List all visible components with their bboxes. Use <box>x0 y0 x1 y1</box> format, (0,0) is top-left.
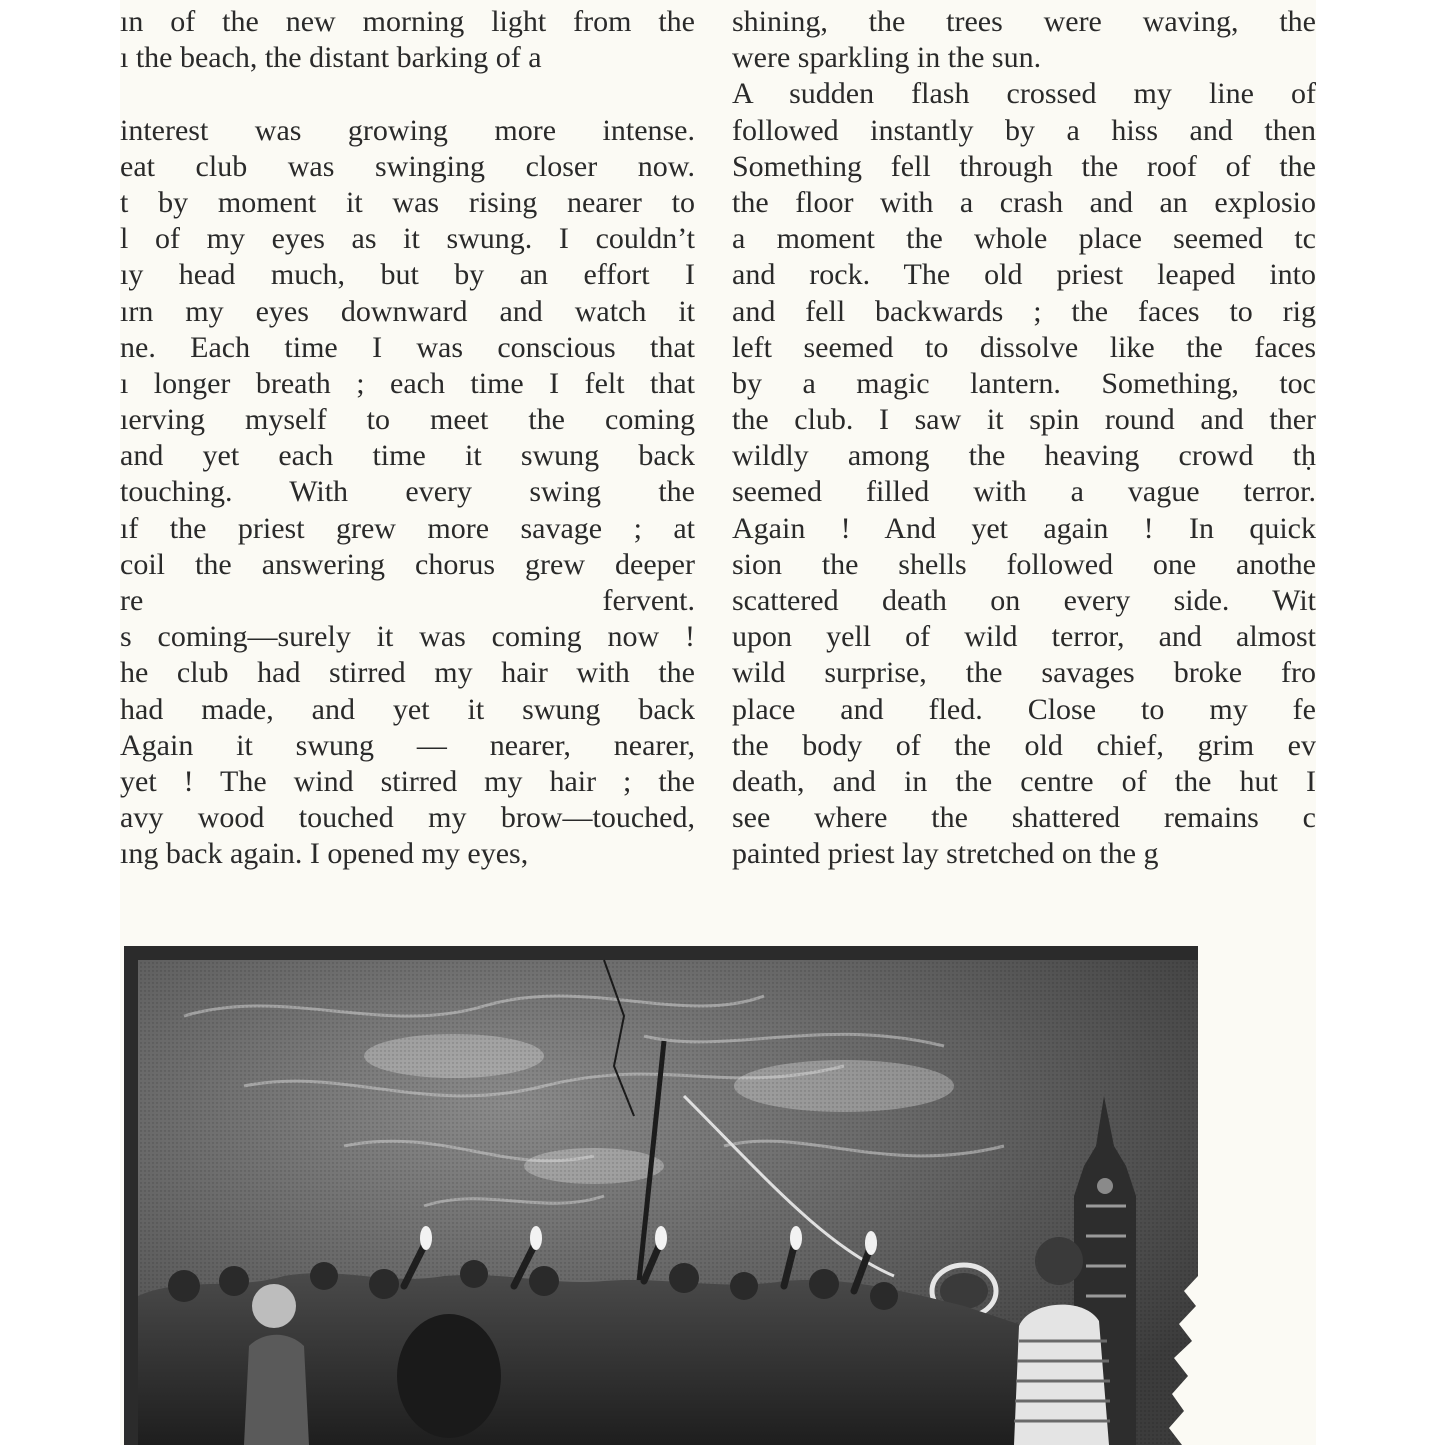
illustration-engraving <box>124 946 1209 1445</box>
left-column-line: coil the answering chorus grew deeper <box>120 547 695 581</box>
foreground-head-silhouette <box>397 1314 501 1438</box>
left-column-line: ırn my eyes downward and watch it <box>120 294 695 328</box>
left-column-line: l of my eyes as it swung. I couldn’t <box>120 222 695 256</box>
right-column-line: place and fled. Close to my fe <box>732 692 1316 726</box>
right-column-line: wildly among the heaving crowd tḥ <box>732 439 1316 473</box>
right-column-line: were sparkling in the sun. <box>732 41 1042 75</box>
left-column-line: he club had stirred my hair with the <box>120 656 695 690</box>
left-column-line <box>120 76 695 112</box>
right-column-line: A sudden flash crossed my line of <box>732 77 1316 111</box>
right-column-line: wild surprise, the savages broke fro <box>732 656 1316 690</box>
right-text-column <box>732 4 1316 873</box>
right-column-line: followed instantly by a hiss and then <box>732 113 1316 147</box>
right-column-line: the body of the old chief, grim ev <box>732 728 1316 762</box>
left-column-line: ıy head much, but by an effort I <box>120 258 695 292</box>
right-column-line: sion the shells followed one anothe <box>732 547 1316 581</box>
right-column-line: shining, the trees were waving, the <box>732 5 1316 38</box>
right-column-line: see where the shattered remains c <box>732 801 1316 835</box>
right-column-line: a moment the whole place seemed tc <box>732 222 1316 256</box>
right-column-line: death, and in the centre of the hut I <box>732 764 1316 798</box>
story-illustration <box>124 946 1209 1445</box>
left-column-line: eat club was swinging closer now. <box>120 149 695 183</box>
left-column-line: Again it swung — nearer, nearer, <box>120 728 695 762</box>
right-column-line: the floor with a crash and an explosio <box>732 185 1316 219</box>
magazine-page <box>120 0 1316 1445</box>
left-column-line: s coming—surely it was coming now ! <box>120 620 695 654</box>
right-column-line: painted priest lay stretched on the g <box>732 837 1159 871</box>
right-column-line: left seemed to dissolve like the faces <box>732 330 1316 364</box>
right-column-line: scattered death on every side. Wit <box>732 584 1316 617</box>
left-column-line: avy wood touched my brow—touched, <box>120 801 695 835</box>
left-column-line: ın of the new morning light from the <box>120 5 695 38</box>
left-column-line: t by moment it was rising nearer to <box>120 185 695 219</box>
left-column-line: ıerving myself to meet the coming <box>120 403 695 437</box>
left-column-line: ne. Each time I was conscious that <box>120 330 695 364</box>
left-column-line: re fervent. <box>120 584 695 617</box>
left-text-column <box>120 4 695 873</box>
left-column-line: interest was growing more intense. <box>120 113 695 147</box>
left-column-line: had made, and yet it swung back <box>120 692 695 726</box>
right-column-line: and rock. The old priest leaped into <box>732 258 1316 292</box>
left-column-line: and yet each time it swung back <box>120 439 695 473</box>
left-column-line: ıng back again. I opened my eyes, <box>120 837 529 871</box>
left-column-line: touching. With every swing the <box>120 475 695 509</box>
left-column-line: yet ! The wind stirred my hair ; the <box>120 764 695 798</box>
left-column-line: ıf the priest grew more savage ; at <box>120 511 695 545</box>
right-column-line: by a magic lantern. Something, toc <box>732 366 1316 400</box>
right-column-line: seemed filled with a vague terror. <box>732 475 1316 509</box>
right-column-line: Something fell through the roof of the <box>732 149 1316 183</box>
right-column-line: the club. I saw it spin round and ther <box>732 403 1316 437</box>
right-column-line: and fell backwards ; the faces to rig <box>732 294 1316 328</box>
left-column-line: ı the beach, the distant barking of a <box>120 41 542 75</box>
left-column-line: ı longer breath ; each time I felt that <box>120 366 695 400</box>
right-column-line: Again ! And yet again ! In quick <box>732 511 1316 545</box>
right-column-line: upon yell of wild terror, and almost <box>732 620 1316 654</box>
